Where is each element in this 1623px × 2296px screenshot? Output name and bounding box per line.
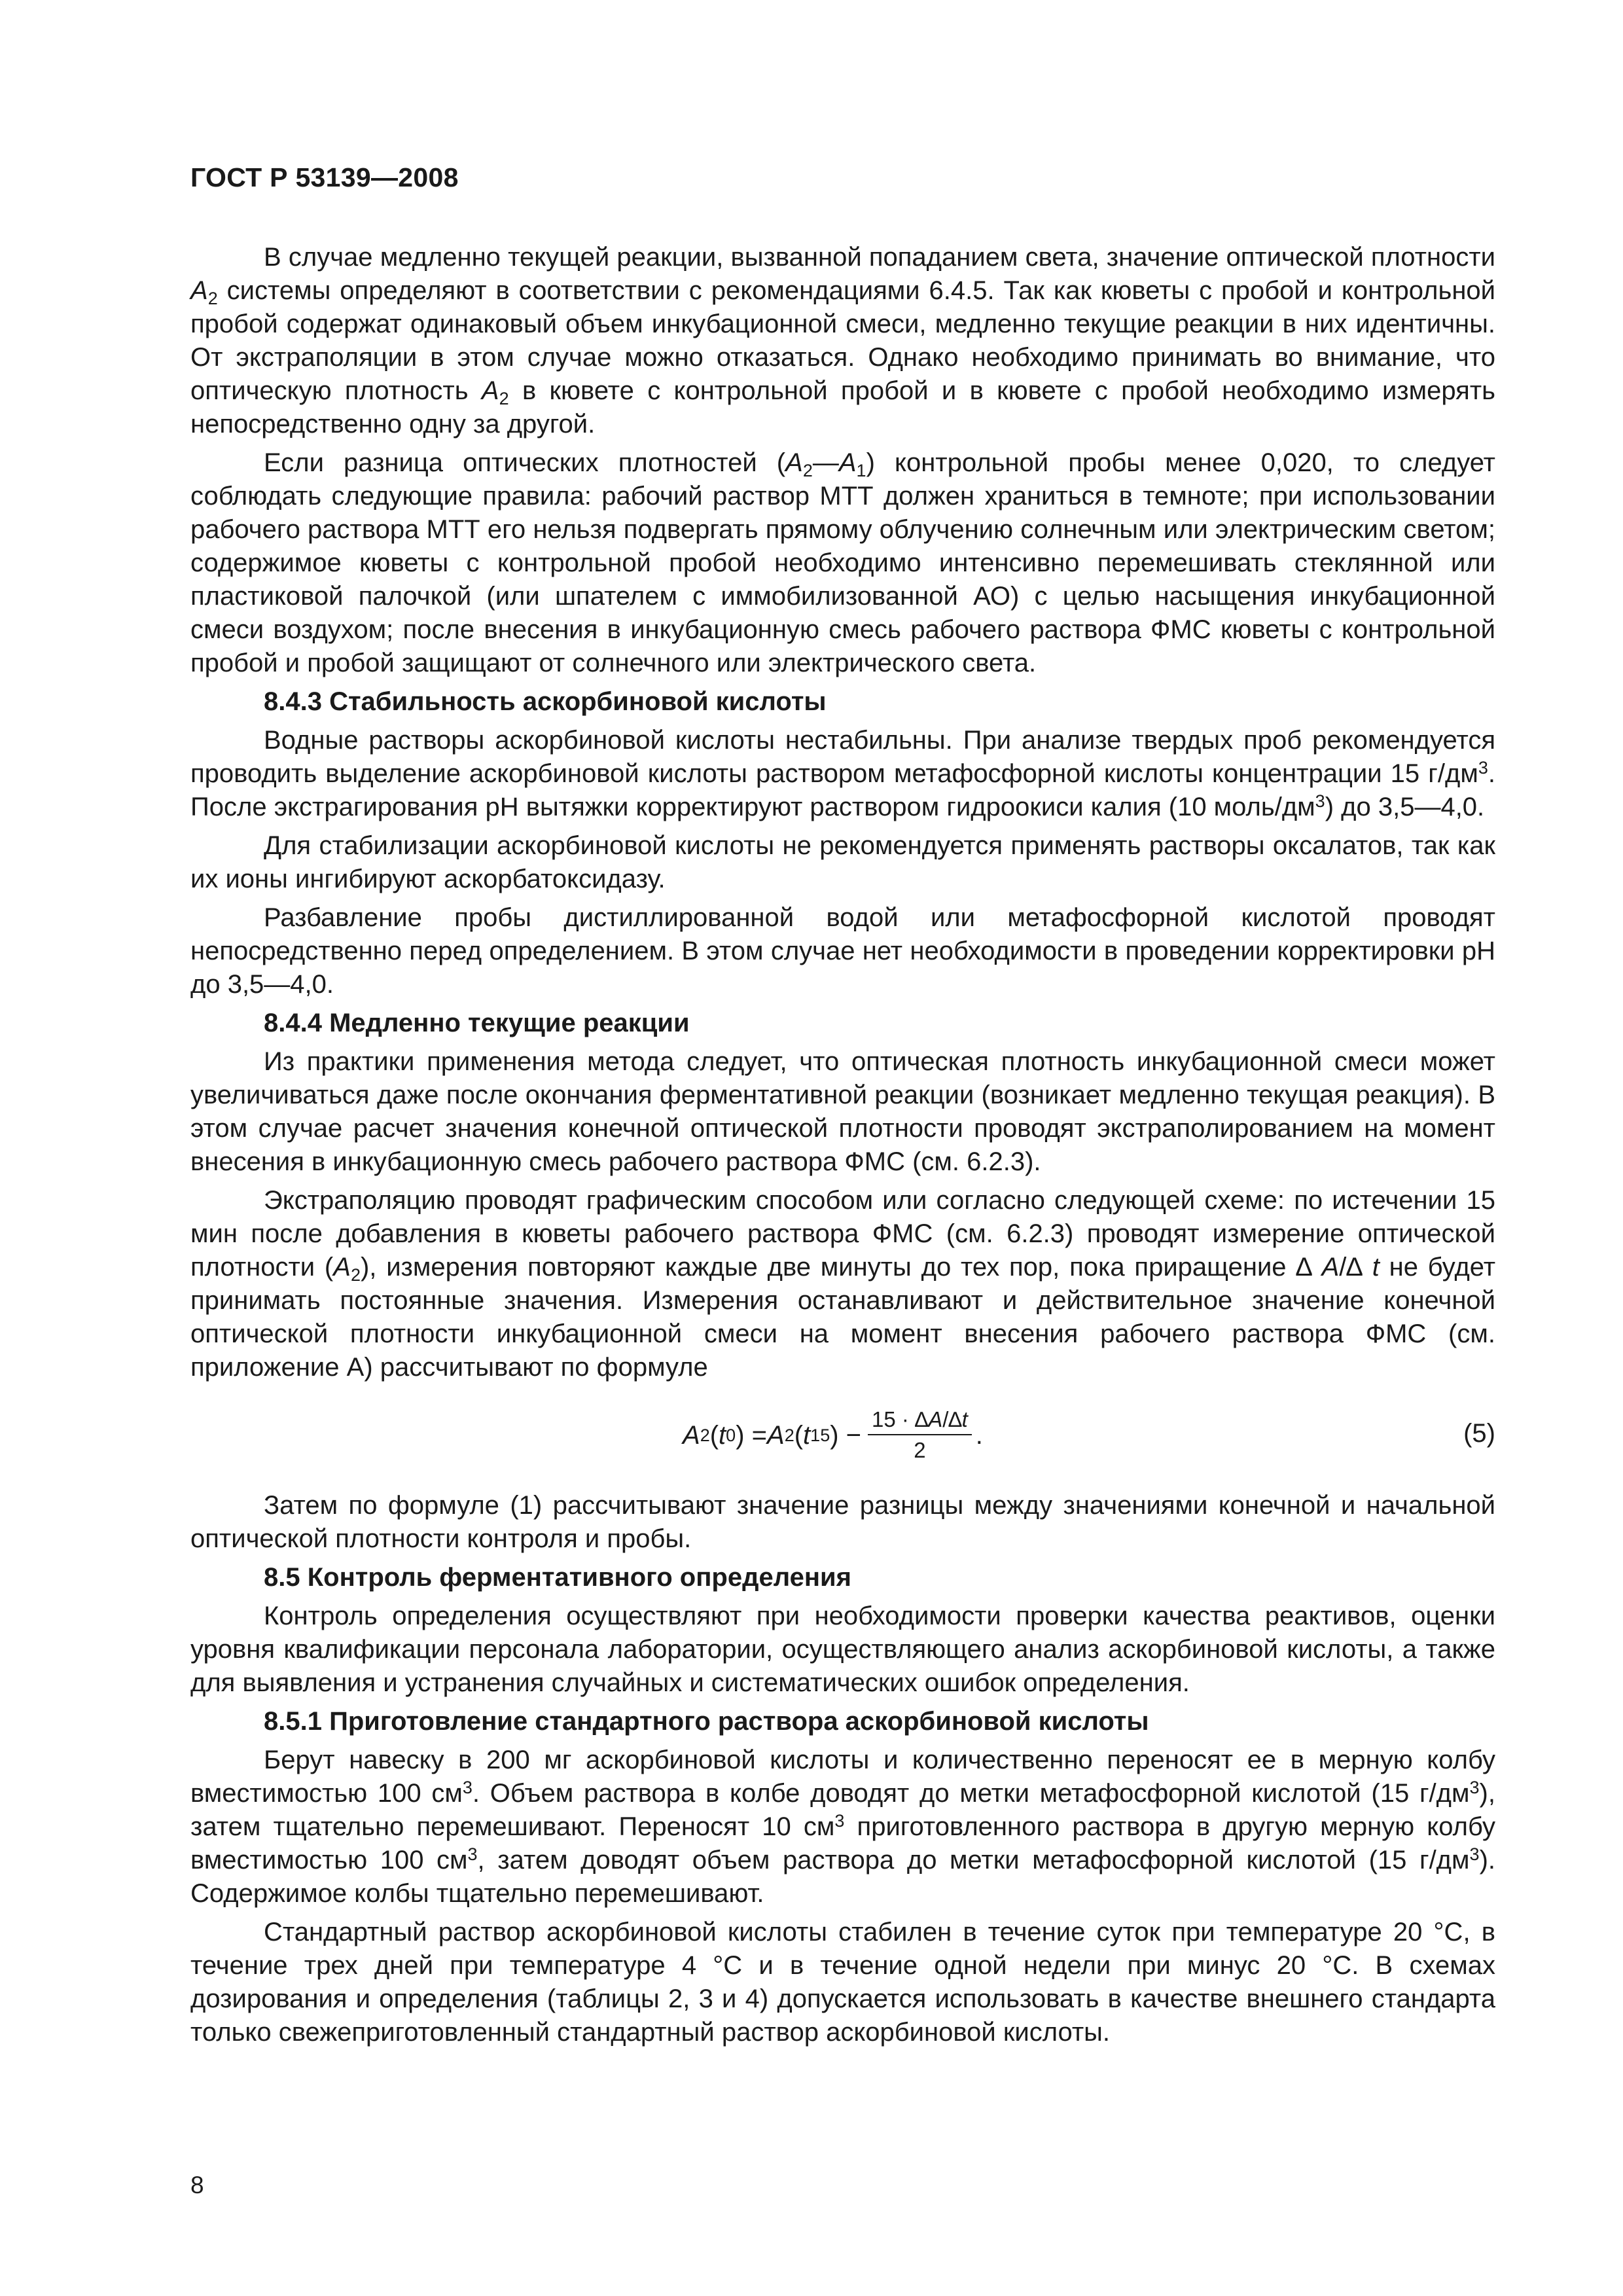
formula-fraction [868, 1405, 972, 1465]
document-body [190, 241, 1495, 2054]
page-number: 8 [190, 2172, 204, 2198]
formula-5: A 2 ( t 0 ) = A 2 ( t 15 ) − $\frac{15 \cdot \Delta A/\Delta t}{2}$ . [683, 1393, 983, 1477]
paragraph-aqueous-solutions: Водные растворы аскорбиновой кислоты нестабильны. При анализе твердых проб рекомендуется проводить выделение аскорбиновой кислоты раствором метафосфорной кислоты концентрации 15 $г/дм^3$. После экстрагирования рН вытяжки корректируют раствором гидроокиси калия (10 моль/$дм^3$) до 3,5—4,0. [190, 726, 1495, 821]
formula-number: (5) [1463, 1419, 1495, 1448]
section-heading-8-4-3: 8.4.3 Стабильность аскорбиновой кислоты [264, 687, 827, 716]
fraction-numerator: 15 · ∆A/∆t [868, 1405, 972, 1435]
paragraph-control: Контроль определения осуществляют при необходимости проверки качества реактивов, оценки уровня квалификации персонала лаборатории, осуществляющего анализ аскорбиновой кислоты, а также для выявления и устранения случайных и систематических ошибок определения. [190, 1602, 1495, 1697]
paragraph-formula-1: Затем по формуле (1) рассчитывают значение разницы между значениями конечной и начальной оптической плотности контроля и пробы. [190, 1491, 1495, 1553]
paragraph-extrapolation: Экстраполяцию проводят графическим способом или согласно следующей схеме: по истечении 15 мин после добавления в кюветы рабочего раствора ФМС (см. 6.2.3) проводят измерение оптической плотности $(A_2)$, измерения повторяют каждые две минуты до тех пор, пока приращение ∆ A/∆ t не будет принимать постоянные значения. Измерения останавливают и действительное значение конечной оптической плотности инкубационной смеси на момент внесения рабочего раствора ФМС (см. приложение А) рассчитывают по формуле [190, 1186, 1496, 1382]
document-header: ГОСТ Р 53139—2008 [190, 162, 459, 192]
paragraph-stabilization: Для стабилизации аскорбиновой кислоты не рекомендуется применять растворы оксалатов, так как их ионы ингибируют аскорбатоксидазу. [190, 831, 1495, 893]
paragraph-standard-stability: Стандартный раствор аскорбиновой кислоты стабилен в течение суток при температуре 20 °С, в течение трех дней при температуре 4 °С и в течение одной недели при минус 20 °С. В схемах дозирования и определения (таблицы 2, 3 и 4) допускается использовать в качестве внешнего стандарта только свежеприготовленный стандартный раствор аскорбиновой кислоты. [190, 1918, 1495, 2047]
section-heading-8-5: 8.5 Контроль ферментативного определения [264, 1563, 851, 1592]
section-heading-8-4-4: 8.4.4 Медленно текущие реакции [264, 1009, 690, 1037]
paragraph-dilution: Разбавление пробы дистиллированной водой или метафосфорной кислотой проводят непосредственно перед определением. В этом случае нет необходимости в проведении корректировки рН до 3,5—4,0. [190, 903, 1495, 999]
paragraph-optical-density-difference: Если разница оптических плотностей $(A_2—A_1)$ контрольной пробы менее 0,020, то следует соблюдать следующие правила: рабочий раствор МТТ должен храниться в темноте; при использовании рабочего раствора МТТ его нельзя подвергать прямому облучению солнечным или электрическим светом; содержимое кюветы с контрольной пробой необходимо интенсивно перемешивать стеклянной или пластиковой палочкой (или шпателем с иммобилизованной АО) с целью насыщения инкубационной смеси воздухом; после внесения в инкубационную смесь рабочего раствора ФМС кюветы с контрольной пробой и пробой защищают от солнечного или электрического света. [190, 448, 1495, 677]
paragraph-slow-reaction-light: В случае медленно текущей реакции, вызванной попаданием света, значение оптической плотности $A_2$ системы определяют в соответствии с рекомендациями 6.4.5. Так как кюветы с пробой и контрольной пробой содержат одинаковый объем инкубационной смеси, медленно текущие реакции в них идентичны. От экстраполяции в этом случае можно отказаться. Однако необходимо принимать во внимание, что оптическую плотность $A_2$ в кювете с контрольной пробой и в кювете с пробой необходимо измерять непосредственно одну за другой. [190, 243, 1495, 439]
formula-5-row [190, 1393, 1495, 1477]
paragraph-method-practice: Из практики применения метода следует, что оптическая плотность инкубационной смеси может увеличиваться даже после окончания ферментативной реакции (возникает медленно текущая реакция). В этом случае расчет значения конечной оптической плотности проводят экстраполированием на момент внесения в инкубационную смесь рабочего раствора ФМС (см. 6.2.3). [190, 1047, 1495, 1176]
section-heading-8-5-1: 8.5.1 Приготовление стандартного раствора аскорбиновой кислоты [264, 1707, 1149, 1736]
paragraph-standard-preparation: Берут навеску в 200 мг аскорбиновой кислоты и количественно переносят ее в мерную колбу вместимостью 100 $см^3$. Объем раствора в колбе доводят до метки метафосфорной кислотой (15 $г/дм^3$), затем тщательно перемешивают. Переносят 10 $см^3$ приготовленного раствора в другую мерную колбу вместимостью 100 $см^3$, затем доводят объем раствора до метки метафосфорной кислотой (15 $г/дм^3$). Содержимое колбы тщательно перемешивают. [190, 1746, 1495, 1908]
fraction-denominator: 2 [914, 1438, 926, 1462]
